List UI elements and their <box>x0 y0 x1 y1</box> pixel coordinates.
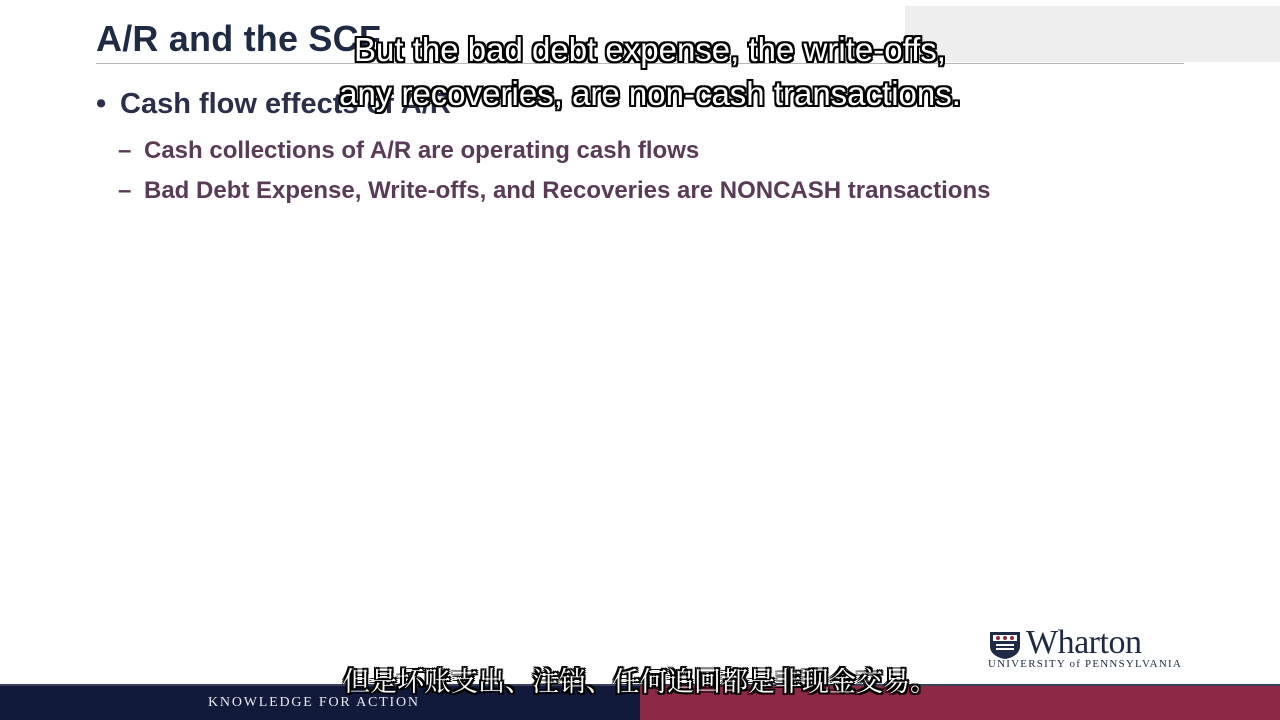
chinese-subtitle: 但是坏账支出、注销、任何追回都是非现金交易。 <box>343 667 937 698</box>
bullet-marker: • <box>96 88 107 120</box>
english-subtitle <box>0 28 1280 116</box>
sub-bullet <box>118 177 990 205</box>
sub-bullet-text: Cash collections of A/R are operating cash flows <box>144 137 700 164</box>
sub-bullet-text: Bad Debt Expense, Write-offs, and Recoveries are NONCASH transactions <box>144 177 991 204</box>
english-subtitle-line: But the bad debt expense, the write-offs, <box>354 31 946 68</box>
sub-bullet <box>118 137 699 165</box>
footer-tagline: KNOWLEDGE FOR ACTION <box>208 695 420 710</box>
logo-wordmark: Wharton <box>1026 624 1142 661</box>
sub-bullet-marker: – <box>118 177 132 204</box>
penn-shield-icon <box>988 630 1022 660</box>
slide-title: A/R and the SCF <box>96 18 382 59</box>
main-bullet-text: Cash flow effects of A/R <box>120 88 451 120</box>
logo-subtitle: UNIVERSITY of PENNSYLVANIA <box>988 658 1182 670</box>
english-subtitle-line: any recoveries, are non-cash transactions. <box>339 75 961 112</box>
sub-bullet-marker: – <box>118 137 132 164</box>
